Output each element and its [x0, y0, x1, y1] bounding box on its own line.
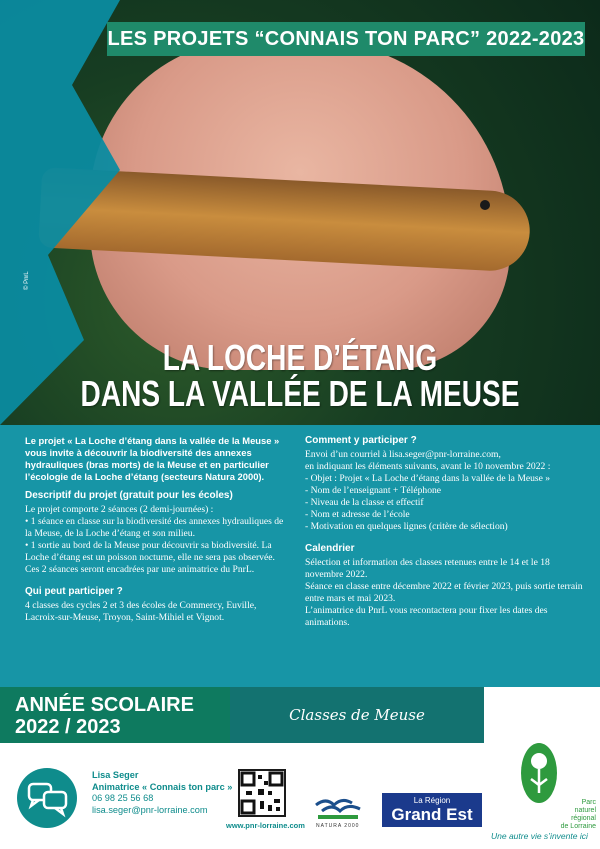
parc-name [540, 799, 596, 831]
how-line: Envoi d’un courriel à lisa.seger@pnr-lorraine.com, [305, 449, 501, 460]
footer [0, 743, 600, 849]
main-title-line2: DANS LA VALLÉE DE LA MEUSE [80, 373, 520, 414]
description-line: • 1 sortie au bord de la Meuse pour découvrir sa biodiversité. La Loche d’étang est un poisson nocturne, elle ne sera pas observée. [25, 540, 275, 563]
school-year-block [0, 687, 230, 743]
fish-eye [480, 200, 490, 210]
how-line: - Niveau de la classe et effectif [305, 497, 424, 508]
calendar-text: L’animatrice du PnrL vous recontactera pour fixer les dates des animations. [305, 605, 548, 628]
school-year-label: ANNÉE SCOLAIRE [15, 694, 194, 716]
how-line: - Nom et adresse de l’école [305, 509, 410, 520]
contact-name: Lisa Seger [92, 770, 139, 780]
projects-banner: LES PROJETS “CONNAIS TON PARC” 2022-2023 [107, 22, 585, 56]
region-grand-est-logo [382, 793, 482, 827]
contact-email[interactable]: lisa.seger@pnr-lorraine.com [92, 804, 208, 815]
description-heading: Descriptif du projet (gratuit pour les écoles) [25, 490, 233, 501]
how-line: - Nom de l’enseignant + Téléphone [305, 485, 442, 496]
description-line: Ces 2 séances seront encadrées par une animatrice du PnrL. [25, 564, 255, 575]
right-column [305, 435, 585, 629]
parc-line: de Lorraine [560, 823, 596, 830]
website-url[interactable]: www.pnr-lorraine.com [226, 821, 305, 830]
parc-line: régional [571, 815, 596, 822]
how-line: en indiquant les éléments suivants, avant le 10 novembre 2022 : [305, 461, 551, 472]
photo-credit: © PnrL [24, 271, 30, 290]
how-heading: Comment y participer ? [305, 435, 417, 446]
who-text: 4 classes des cycles 2 et 3 des écoles de Commercy, Euville, Lacroix-sur-Meuse, Troyon, Saint-Mihiel et Vignot. [25, 600, 257, 623]
parc-line: Parc [581, 799, 596, 806]
who-heading: Qui peut participer ? [25, 586, 123, 597]
intro-text: Le projet « La Loche d’étang dans la vallée de la Meuse » vous invite à découvrir la biodiversité des annexes hydrauliques (bras morts) de la Meuse et en particulier l’écologie de la Loche d’étang (secteurs Natura 2000). [25, 435, 280, 482]
region-small-label: La Région [413, 796, 451, 805]
natura-2000-label: NATURA 2000 [316, 823, 360, 829]
how-line: - Motivation en quelques lignes (critère de sélection) [305, 521, 508, 532]
main-title-line1: LA LOCHE D’ÉTANG [162, 337, 438, 378]
contact-block [92, 770, 232, 816]
left-column [25, 435, 290, 624]
calendar-text: Sélection et information des classes retenues entre le 14 et le 18 novembre 2022. [305, 557, 550, 580]
contact-phone: 06 98 25 56 68 [92, 793, 154, 803]
calendar-heading: Calendrier [305, 543, 355, 554]
info-section [0, 425, 600, 687]
parc-line: naturel [574, 807, 596, 814]
parc-thistle-logo [521, 743, 557, 803]
school-year-value: 2022 / 2023 [15, 716, 121, 738]
how-line: - Objet : Projet « La Loche d’étang dans la vallée de la Meuse » [305, 473, 551, 484]
natura-2000-logo [312, 791, 364, 823]
parc-slogan: Une autre vie s’invente ici [491, 831, 588, 841]
contact-role: Animatrice « Connais ton parc » [92, 781, 233, 792]
qr-code-icon[interactable] [238, 769, 286, 817]
description-line: • 1 séance en classe sur la biodiversité des annexes hydrauliques de la Meuse, de la Loche d’étang et son milieu. [25, 516, 284, 539]
chat-bubbles-icon [17, 768, 77, 828]
main-title [0, 337, 600, 414]
region-large-label: Grand Est [391, 805, 473, 824]
calendar-text: Séance en classe entre décembre 2022 et février 2023, puis sortie terrain entre mars et mai 2023. [305, 581, 583, 604]
description-line: Le projet comporte 2 séances (2 demi-journées) : [25, 504, 214, 515]
classes-label: Classes de Meuse [230, 687, 484, 743]
